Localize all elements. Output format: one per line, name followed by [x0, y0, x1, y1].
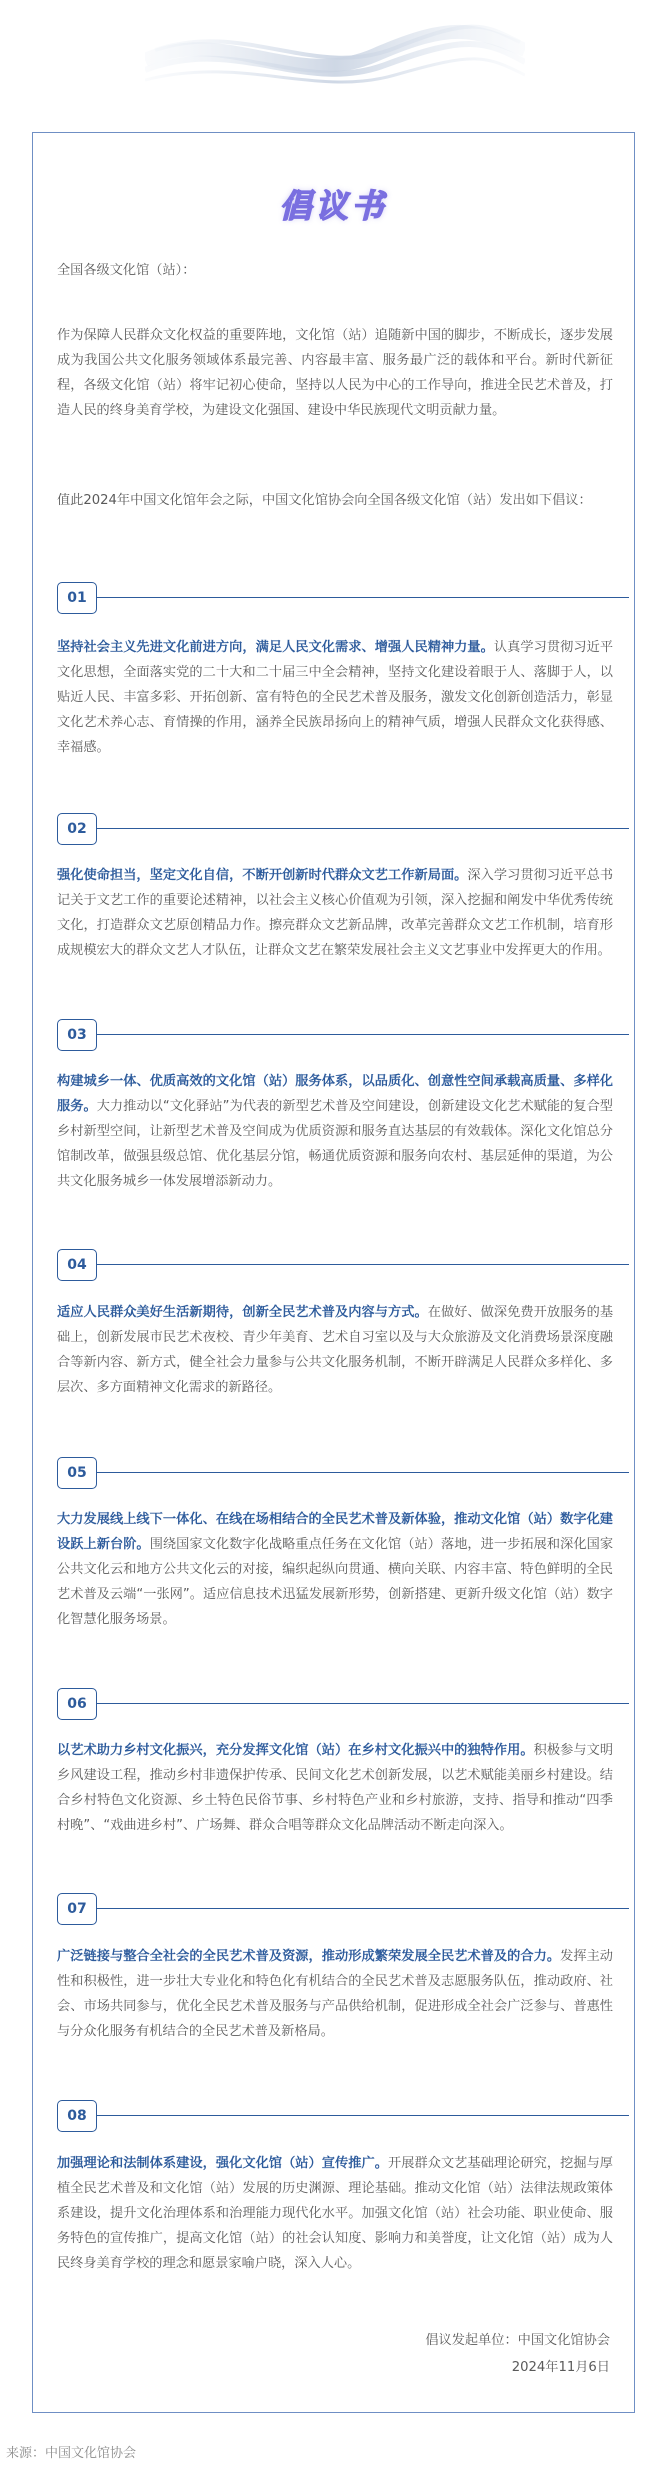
section-body: 发挥主动性和积极性，进一步壮大专业化和特色化有机结合的全民艺术普及志愿服务队伍，推动政府、社会、市场共同参与，优化全民艺术普及服务与产品供给机制，促进形成全社会广泛参与、普惠性与分众化服务有机结合的全民艺术普及新格局。 [57, 1949, 613, 2039]
section-paragraph [57, 1300, 613, 1400]
occasion-paragraph: 值此2024年中国文化馆年会之际，中国文化馆协会向全国各级文化馆（站）发出如下倡议： [57, 493, 592, 508]
section-number-row [57, 2100, 629, 2132]
section-paragraph [57, 1069, 613, 1194]
section-number-badge: 05 [57, 1457, 97, 1489]
section-paragraph [57, 2151, 613, 2276]
section-heading: 强化使命担当，坚定文化自信，不断开创新时代群众文艺工作新局面。 [57, 868, 468, 883]
section-body: 认真学习贯彻习近平文化思想，全面落实党的二十大和二十届三中全会精神，坚持文化建设着眼于人、落脚于人，以贴近人民、丰富多彩、开拓创新、富有特色的全民艺术普及服务，激发文化创新创造活力，彰显文化艺术养心志、育情操的作用，涵养全民族昂扬向上的精神气质，增强人民群众文化获得感、幸福感。 [57, 640, 614, 755]
section-number-row [57, 1019, 629, 1051]
section-paragraph [57, 1507, 613, 1632]
section-number-badge: 04 [57, 1249, 97, 1281]
section-heading: 适应人民群众美好生活新期待，创新全民艺术普及内容与方式。 [57, 1305, 428, 1320]
section-number-badge: 01 [57, 582, 97, 614]
section-divider [97, 1703, 629, 1704]
section-heading: 以艺术助力乡村文化振兴，充分发挥文化馆（站）在乡村文化振兴中的独特作用。 [57, 1743, 534, 1758]
signature-date: 2024年11月6日 [511, 2360, 610, 2375]
source-credit: 来源：中国文化馆协会 [6, 2446, 137, 2461]
section-number-badge: 06 [57, 1688, 97, 1720]
section-paragraph [57, 1944, 613, 2044]
section-number-row [57, 813, 629, 845]
signature-initiator: 倡议发起单位：中国文化馆协会 [425, 2333, 610, 2348]
section-heading: 广泛链接与整合全社会的全民艺术普及资源，推动形成繁荣发展全民艺术普及的合力。 [57, 1949, 561, 1964]
section-paragraph [57, 635, 613, 760]
section-divider [97, 1908, 629, 1909]
section-divider [97, 1264, 629, 1265]
section-paragraph [57, 863, 613, 963]
document-frame [32, 132, 635, 2413]
section-divider [97, 1472, 629, 1473]
section-body: 在做好、做深免费开放服务的基础上，创新发展市民艺术夜校、青少年美育、艺术自习室以及与大众旅游及文化消费场景深度融合等新内容、新方式，健全社会力量参与公共文化服务机制，不断开辟满足人民群众多样化、多层次、多方面精神文化需求的新路径。 [57, 1305, 614, 1395]
section-number-badge: 07 [57, 1893, 97, 1925]
section-number-row [57, 1457, 629, 1489]
section-body: 大力推动以“文化驿站”为代表的新型艺术普及空间建设，创新建设文化艺术赋能的复合型乡村新型空间，让新型艺术普及空间成为优质资源和服务直达基层的有效载体。深化文化馆总分馆制改革，做强县级总馆、优化基层分馆，畅通优质资源和服务向农村、基层延伸的渠道，为公共文化服务城乡一体发展增添新动力。 [57, 1099, 613, 1189]
section-heading: 大力发展线上线下一体化、在线在场相结合的全民艺术普及新体验，推动文化馆（站）数字化建设跃上新台阶。 [57, 1512, 613, 1552]
section-body: 积极参与文明乡风建设工程，推动乡村非遗保护传承、民间文化艺术创新发展，以艺术赋能美丽乡村建设。结合乡村特色文化资源、乡土特色民俗节事、乡村特色产业和乡村旅游，支持、指导和推动“四季村晚”、“戏曲进乡村”、广场舞、群众合唱等群众文化品牌活动不断走向深入。 [57, 1743, 614, 1833]
document-title: 倡议书 [279, 187, 388, 225]
section-number-row [57, 1249, 629, 1281]
section-number-badge: 08 [57, 2100, 97, 2132]
section-body: 深入学习贯彻习近平总书记关于文艺工作的重要论述精神，以社会主义核心价值观为引领，深入挖掘和阐发中华优秀传统文化，打造群众文艺原创精品力作。擦亮群众文艺新品牌，改革完善群众文艺工作机制，培育形成规模宏大的群众文艺人才队伍，让群众文艺在繁荣发展社会主义文艺事业中发挥更大的作用。 [57, 868, 614, 958]
section-heading: 加强理论和法制体系建设，强化文化馆（站）宣传推广。 [57, 2156, 388, 2171]
decorative-ribbon-icon [145, 20, 525, 100]
section-number-row [57, 582, 629, 614]
section-divider [97, 2115, 629, 2116]
salutation: 全国各级文化馆（站）： [57, 263, 196, 278]
section-heading: 坚持社会主义先进文化前进方向，满足人民文化需求、增强人民精神力量。 [57, 640, 494, 655]
intro-paragraph: 作为保障人民群众文化权益的重要阵地，文化馆（站）追随新中国的脚步，不断成长，逐步发展成为我国公共文化服务领域体系最完善、内容最丰富、服务最广泛的载体和平台。新时代新征程，各级文化馆（站）将牢记初心使命，坚持以人民为中心的工作导向，推进全民艺术普及，打造人民的终身美育学校，为建设文化强国、建设中华民族现代文明贡献力量。 [57, 328, 613, 418]
section-body: 开展群众文艺基础理论研究，挖掘与厚植全民艺术普及和文化馆（站）发展的历史渊源、理论基础。推动文化馆（站）法律法规政策体系建设，提升文化治理体系和治理能力现代化水平。加强文化馆（站）社会功能、职业使命、服务特色的宣传推广，提高文化馆（站）的社会认知度、影响力和美誉度，让文化馆（站）成为人民终身美育学校的理念和愿景家喻户晓，深入人心。 [57, 2156, 613, 2271]
section-number-badge: 03 [57, 1019, 97, 1051]
section-number-row [57, 1688, 629, 1720]
section-paragraph [57, 1738, 613, 1838]
section-divider [97, 597, 629, 598]
section-divider [97, 1034, 629, 1035]
section-body: 围绕国家文化数字化战略重点任务在文化馆（站）落地，进一步拓展和深化国家公共文化云和地方公共文化云的对接，编织起纵向贯通、横向关联、内容丰富、特色鲜明的全民艺术普及云端“一张网”。适应信息技术迅猛发展新形势，创新搭建、更新升级文化馆（站）数字化智慧化服务场景。 [57, 1537, 614, 1627]
section-number-badge: 02 [57, 813, 97, 845]
section-number-row [57, 1893, 629, 1925]
section-heading: 构建城乡一体、优质高效的文化馆（站）服务体系，以品质化、创意性空间承载高质量、多样化服务。 [57, 1074, 613, 1114]
section-divider [97, 828, 629, 829]
